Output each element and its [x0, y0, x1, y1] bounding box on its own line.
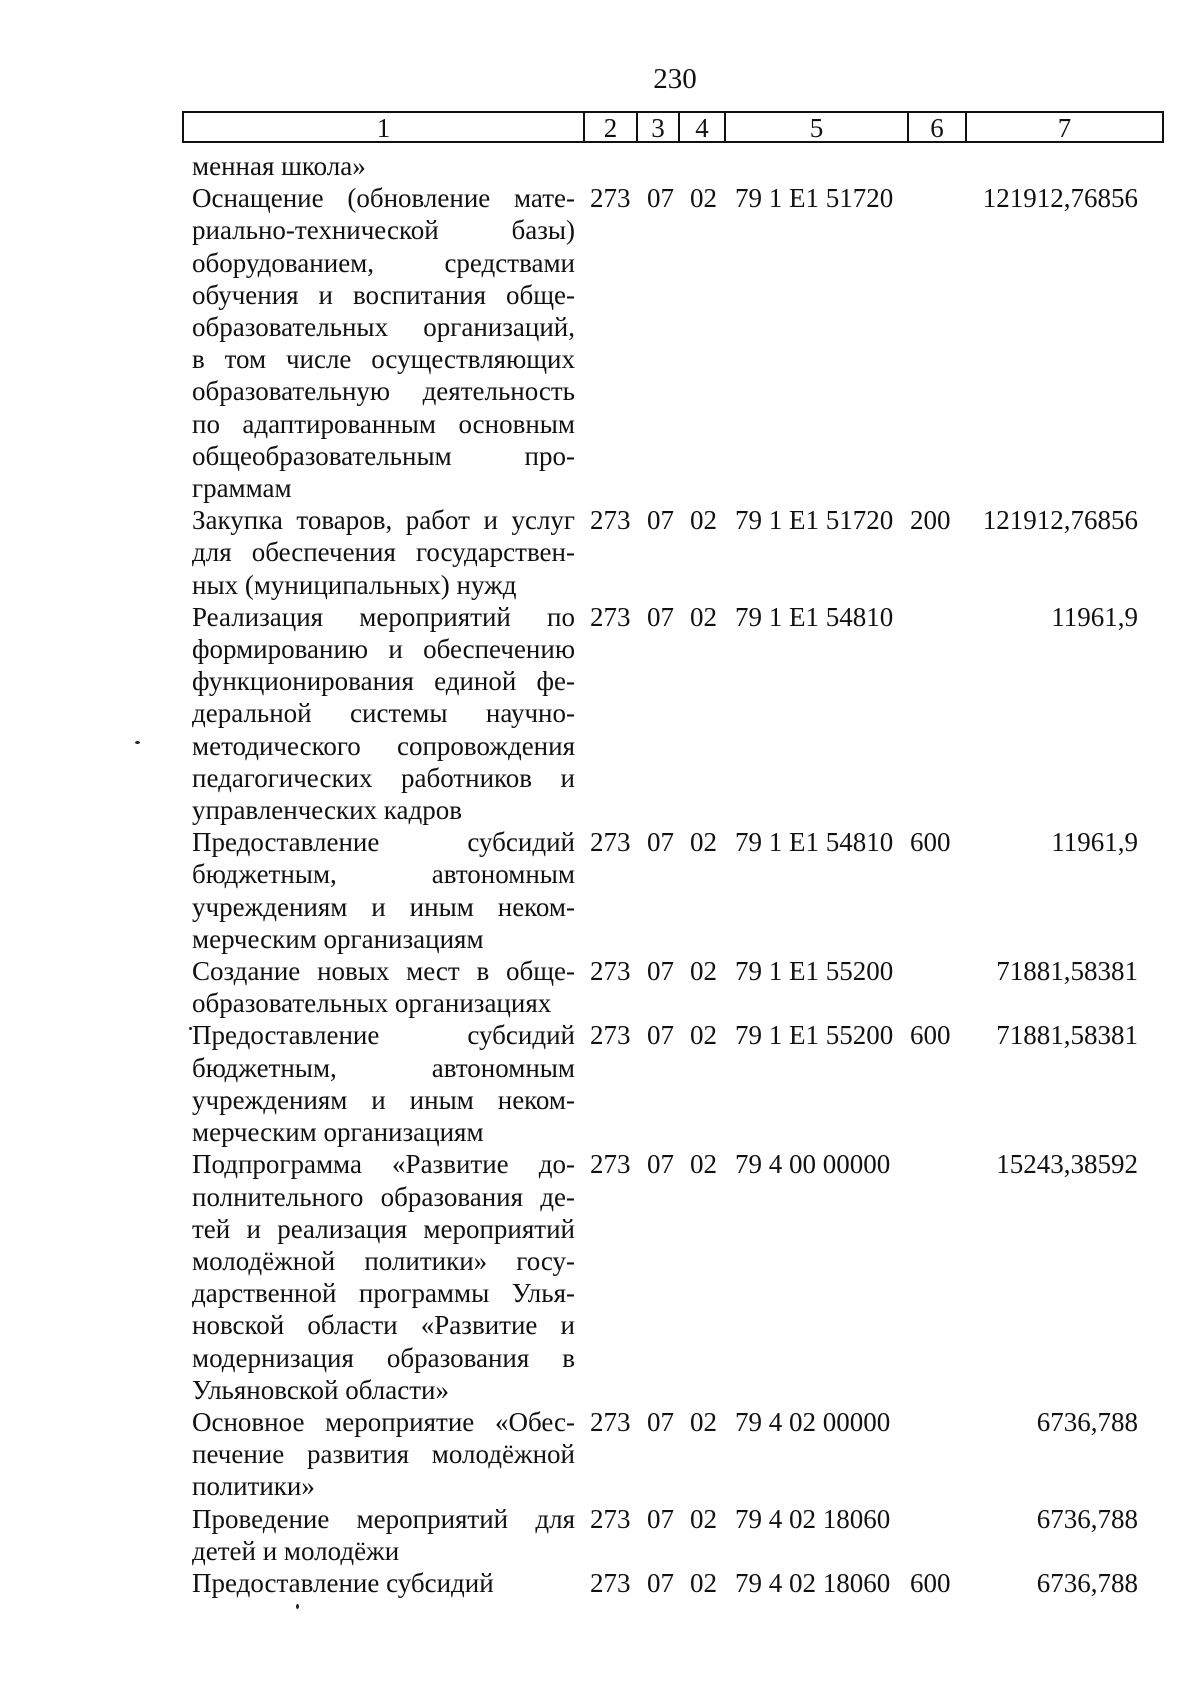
row-description: [192, 826, 575, 955]
cell-col-2: 273: [590, 505, 631, 536]
header-col-7: 7: [1057, 113, 1072, 143]
table-body: [0, 150, 1200, 1599]
description-line: Реализация мероприятий по: [192, 601, 575, 632]
header-col-4: 4: [680, 113, 726, 141]
header-col-6: 6: [909, 113, 967, 141]
cell-col-2: 273: [590, 1503, 631, 1534]
description-line: Предоставление субсидий: [192, 1020, 575, 1051]
description-line: учреждениям и иным неком-: [192, 891, 575, 922]
cell-col-3: 07: [647, 601, 674, 632]
cell-col-4: 02: [690, 956, 717, 987]
description-line: молодёжной политики» госу-: [192, 1245, 575, 1276]
row-description: [192, 955, 575, 1019]
cell-col-4: 02: [690, 1567, 717, 1598]
cell-col-7: 71881,58381: [996, 1020, 1138, 1051]
cell-col-5: 79 1 E1 51720: [735, 505, 894, 536]
cell-col-3: 07: [647, 827, 674, 858]
cell-col-7: 11961,9: [1051, 601, 1138, 632]
table-row: [0, 601, 1200, 826]
cell-col-5: 79 4 00 00000: [735, 1149, 891, 1180]
cell-col-4: 02: [690, 1149, 717, 1180]
cell-col-3: 07: [647, 956, 674, 987]
cell-col-6: 200: [910, 505, 951, 536]
row-description: [192, 182, 575, 504]
cell-col-5: 79 1 E1 55200: [735, 956, 894, 987]
description-line: новской области «Развитие и: [192, 1310, 575, 1341]
description-line: управленческих кадров: [192, 795, 462, 826]
description-line: Закупка товаров, работ и услуг: [192, 505, 575, 536]
cell-col-2: 273: [590, 1149, 631, 1180]
table-row: [0, 1567, 1200, 1599]
description-line: обучения и воспитания обще-: [192, 279, 575, 310]
cell-col-2: 273: [590, 601, 631, 632]
cell-col-4: 02: [690, 505, 717, 536]
description-line: образовательных организаций,: [192, 312, 575, 343]
cell-col-7: 6736,788: [1036, 1503, 1138, 1534]
scan-speck: [296, 1604, 299, 1609]
cell-col-4: 02: [690, 1503, 717, 1534]
description-line: бюджетным, автономным: [192, 859, 575, 890]
page-number: 230: [653, 63, 697, 95]
cell-col-2: 273: [590, 827, 631, 858]
cell-col-7: 71881,58381: [996, 956, 1138, 987]
table-row: [0, 150, 1200, 182]
description-line: в том числе осуществляющих: [192, 344, 575, 375]
description-line: образовательную деятельность: [192, 376, 575, 407]
description-line: Подпрограмма «Развитие до-: [192, 1149, 575, 1180]
description-line: тей и реализация мероприятий: [192, 1213, 575, 1244]
description-line: мерческим организациям: [192, 1117, 484, 1148]
cell-col-6: 600: [910, 1567, 951, 1598]
cell-col-7: 121912,76856: [982, 505, 1138, 536]
row-description: [192, 1148, 575, 1406]
header-col-2: 2: [585, 113, 638, 141]
description-line: модернизация образования в: [192, 1342, 575, 1373]
description-line: Предоставление субсидий: [192, 1567, 494, 1598]
table-row: [0, 955, 1200, 1019]
description-line: ных (муниципальных) нужд: [192, 569, 517, 600]
description-line: Оснащение (обновление мате-: [192, 183, 575, 214]
description-line: политики»: [192, 1471, 315, 1502]
header-col-5: 5: [726, 113, 909, 141]
table-row: [0, 1503, 1200, 1567]
description-line: дарственной программы Улья-: [192, 1278, 575, 1309]
cell-col-5: 79 4 02 00000: [735, 1406, 891, 1437]
cell-col-7: 11961,9: [1051, 827, 1138, 858]
cell-col-4: 02: [690, 827, 717, 858]
description-line: граммам: [192, 473, 292, 504]
table-header: [182, 111, 1164, 143]
row-description: [192, 1503, 575, 1567]
cell-col-3: 07: [647, 1149, 674, 1180]
description-line: функционирования единой фе-: [192, 666, 575, 697]
scan-speck: [189, 1027, 192, 1030]
description-line: Создание новых мест в обще-: [192, 956, 575, 987]
description-line: методического сопровождения: [192, 730, 575, 761]
cell-col-5: 79 4 02 18060: [735, 1567, 891, 1598]
header-col-3: 3: [638, 113, 680, 141]
cell-col-3: 07: [647, 1503, 674, 1534]
cell-col-4: 02: [690, 601, 717, 632]
cell-col-7: 15243,38592: [996, 1149, 1138, 1180]
table-row: [0, 826, 1200, 955]
cell-col-2: 273: [590, 1567, 631, 1598]
cell-col-6: 600: [910, 827, 951, 858]
description-line: учреждениям и иным неком-: [192, 1084, 575, 1115]
description-line: деральной системы научно-: [192, 698, 575, 729]
description-line: Ульяновской области»: [192, 1374, 450, 1405]
cell-col-6: 600: [910, 1020, 951, 1051]
cell-col-4: 02: [690, 183, 717, 214]
description-line: по адаптированным основным: [192, 408, 575, 439]
header-col-1: 1: [184, 113, 585, 141]
description-line: общеобразовательным про-: [192, 440, 575, 471]
cell-col-3: 07: [647, 505, 674, 536]
cell-col-4: 02: [690, 1406, 717, 1437]
row-description: [192, 1567, 575, 1599]
description-line: Основное мероприятие «Обес-: [192, 1406, 575, 1437]
description-line: риально-технической базы): [192, 215, 575, 246]
row-description: [192, 601, 575, 826]
cell-col-4: 02: [690, 1020, 717, 1051]
description-line: печение развития молодёжной: [192, 1439, 575, 1470]
table-row: [0, 1019, 1200, 1148]
cell-col-5: 79 1 E1 54810: [735, 601, 894, 632]
cell-col-2: 273: [590, 183, 631, 214]
description-line: оборудованием, средствами: [192, 247, 575, 278]
description-line: полнительного образования де-: [192, 1181, 575, 1212]
cell-col-5: 79 1 E1 54810: [735, 827, 894, 858]
description-line: детей и молодёжи: [192, 1535, 400, 1566]
description-line: бюджетным, автономным: [192, 1052, 575, 1083]
cell-col-2: 273: [590, 1020, 631, 1051]
cell-col-5: 79 1 E1 55200: [735, 1020, 894, 1051]
cell-col-2: 273: [590, 1406, 631, 1437]
cell-col-5: 79 1 E1 51720: [735, 183, 894, 214]
row-description: [192, 504, 575, 601]
description-line: Проведение мероприятий для: [192, 1503, 575, 1534]
description-line: мерческим организациям: [192, 923, 484, 954]
description-line: формированию и обеспечению: [192, 634, 575, 665]
cell-col-2: 273: [590, 956, 631, 987]
scan-speck: [135, 741, 140, 744]
cell-col-7: 6736,788: [1036, 1406, 1138, 1437]
row-description: [192, 150, 575, 182]
row-description: [192, 1019, 575, 1148]
cell-col-3: 07: [647, 1020, 674, 1051]
table-row: [0, 1406, 1200, 1503]
cell-col-7: 6736,788: [1036, 1567, 1138, 1598]
table-row: [0, 504, 1200, 601]
table-row: [0, 182, 1200, 504]
table-row: [0, 1148, 1200, 1406]
cell-col-3: 07: [647, 183, 674, 214]
cell-col-5: 79 4 02 18060: [735, 1503, 891, 1534]
cell-col-7: 121912,76856: [982, 183, 1138, 214]
row-description: [192, 1406, 575, 1503]
description-line: менная школа»: [192, 151, 366, 181]
description-line: образовательных организациях: [192, 988, 552, 1019]
cell-col-3: 07: [647, 1406, 674, 1437]
cell-col-3: 07: [647, 1567, 674, 1598]
description-line: педагогических работников и: [192, 762, 575, 793]
description-line: для обеспечения государствен-: [192, 537, 575, 568]
description-line: Предоставление субсидий: [192, 827, 575, 858]
